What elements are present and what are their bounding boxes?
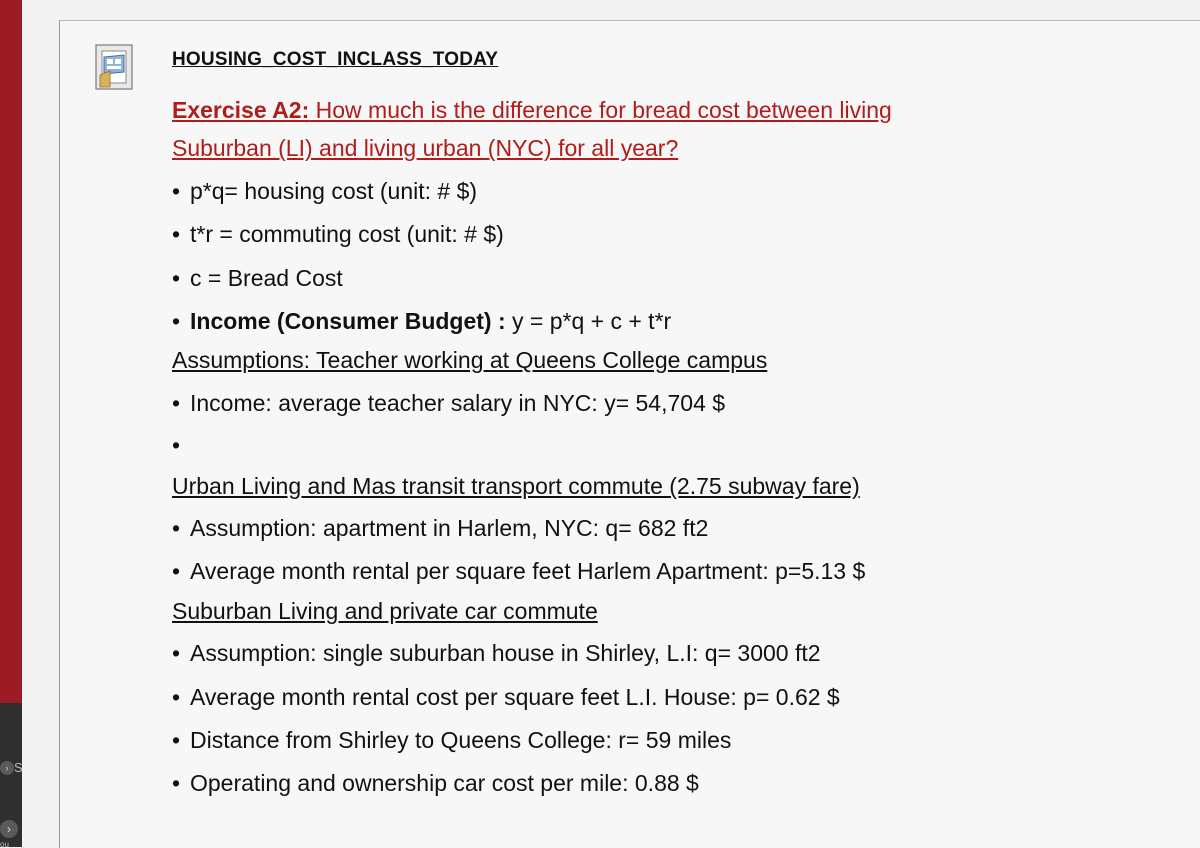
bullet-income-salary: • Income: average teacher salary in NYC: y= 54,704 $ — [172, 390, 726, 416]
exercise-line-2: Suburban (LI) and living urban (NYC) for all year? — [172, 135, 679, 161]
suburban-heading: Suburban Living and private car commute — [172, 598, 598, 624]
urban-heading: Urban Living and Mas transit transport commute (2.75 subway fare) — [172, 473, 860, 499]
bullet-housing-cost: • p*q= housing cost (unit: # $) — [172, 178, 478, 204]
exercise-line-1 — [172, 97, 892, 124]
bullet-distance: • Distance from Shirley to Queens College: r= 59 miles — [172, 727, 732, 753]
bullet-suburban-rental: • Average month rental cost per square feet L.I. House: p= 0.62 $ — [172, 684, 840, 710]
bullet-car-cost: • Operating and ownership car cost per mile: 0.88 $ — [172, 770, 699, 796]
exercise-label: Exercise A2: — [172, 97, 310, 123]
bullet-urban-apartment: • Assumption: apartment in Harlem, NYC: q= 682 ft2 — [172, 515, 709, 541]
bullet-suburban-house: • Assumption: single suburban house in Shirley, L.I: q= 3000 ft2 — [172, 640, 821, 666]
bullet-bread-cost: • c = Bread Cost — [172, 265, 343, 291]
bullet-income-formula: • Income (Consumer Budget) : y = p*q + c + t*r — [172, 308, 672, 334]
sidebar-partial-bottom: ou — [0, 840, 9, 847]
bullet-commuting-cost: • t*r = commuting cost (unit: # $) — [172, 221, 504, 247]
document-icon — [95, 44, 133, 90]
sidebar-partial-label: S — [14, 760, 23, 775]
bullet-urban-rental: • Average month rental per square feet Harlem Apartment: p=5.13 $ — [172, 558, 866, 584]
exercise-text-1: How much is the difference for bread cost between living — [309, 97, 892, 123]
assumptions-heading: Assumptions: Teacher working at Queens College campus — [172, 347, 768, 373]
arrow-right-icon[interactable]: › — [0, 761, 14, 775]
arrow-right-icon[interactable]: › — [0, 820, 18, 838]
slide-title: HOUSING_COST_INCLASS_TODAY — [172, 49, 499, 70]
left-accent-bar — [0, 0, 22, 703]
bullet-empty: • — [172, 432, 181, 458]
